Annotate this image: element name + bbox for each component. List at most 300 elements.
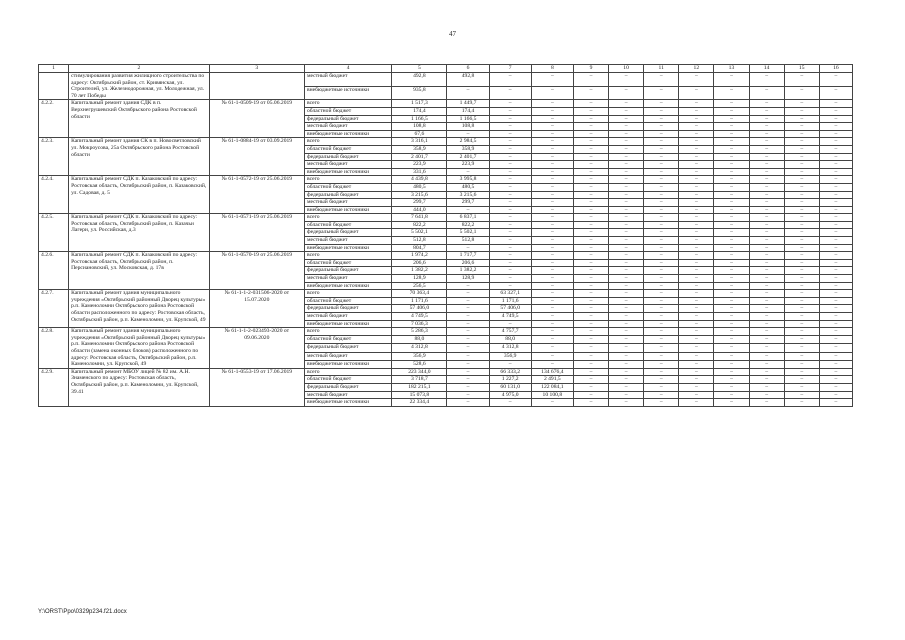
amount-cell: 822,2 [392,221,447,229]
column-number-cell: 12 [679,65,714,73]
table-row [39,100,853,108]
amount-cell: – [714,336,749,344]
amount-cell: – [819,199,852,207]
amount-cell: – [609,344,644,352]
amount-cell: 22 334,4 [392,399,447,407]
amount-cell: – [819,320,852,328]
amount-cell: – [609,328,644,336]
amount-cell: – [749,344,784,352]
amount-cell: – [531,168,573,176]
amount-cell: – [819,267,852,275]
amount-cell: – [714,237,749,245]
item-number-cell: 4.2.5. [39,214,69,252]
amount-cell: – [573,244,608,252]
amount-cell: 128,9 [392,275,447,283]
amount-cell: – [609,221,644,229]
amount-cell: – [714,360,749,368]
amount-cell: – [679,244,714,252]
amount-cell: – [749,252,784,260]
amount-cell: – [573,360,608,368]
amount-cell: – [749,297,784,305]
amount-cell: 57 406,0 [392,305,447,313]
amount-cell: – [679,229,714,237]
amount-cell: – [644,206,679,214]
item-number-cell: 4.2.9. [39,368,69,406]
object-name-cell: Капитальный ремонт МБОУ лицей № 82 им. А.Н. Знаменского по адресу: Ростовская область, Октябрьский район, р.п. Каменоломни, ул. Крупской, 39.41 [69,368,210,406]
column-number-cell: 10 [609,65,644,73]
amount-cell: – [679,86,714,100]
funding-source-cell: всего [304,252,391,260]
funding-source-cell: внебюджетные источники [304,206,391,214]
amount-cell: 1 517,3 [392,100,447,108]
amount-cell: – [784,237,819,245]
amount-cell: – [531,244,573,252]
table-row [39,328,853,336]
column-number-cell: 3 [209,65,304,73]
amount-cell: 1 166,5 [392,115,447,123]
amount-cell: – [679,206,714,214]
amount-cell: – [609,320,644,328]
amount-cell: – [609,161,644,169]
amount-cell: – [749,391,784,399]
amount-cell: – [573,161,608,169]
amount-cell: – [644,244,679,252]
amount-cell: 15 073,8 [392,391,447,399]
amount-cell: – [679,130,714,138]
amount-cell: 66 333,2 [489,368,531,376]
amount-cell: – [644,100,679,108]
amount-cell: – [749,73,784,87]
amount-cell: – [819,153,852,161]
amount-cell: – [531,275,573,283]
amount-cell: – [447,313,489,321]
amount-cell: – [819,344,852,352]
amount-cell: – [531,130,573,138]
funding-source-cell: местный бюджет [304,123,391,131]
amount-cell: – [447,336,489,344]
amount-cell: – [714,191,749,199]
amount-cell: – [644,313,679,321]
amount-cell: – [609,244,644,252]
amount-cell: – [714,107,749,115]
amount-cell: – [609,282,644,290]
amount-cell: – [609,313,644,321]
amount-cell: 3 215,6 [447,191,489,199]
amount-cell: – [609,297,644,305]
amount-cell: – [531,100,573,108]
amount-cell: – [609,275,644,283]
amount-cell: – [573,368,608,376]
amount-cell: – [644,328,679,336]
amount-cell: – [609,145,644,153]
amount-cell: – [609,399,644,407]
amount-cell: – [784,282,819,290]
amount-cell: 182 215,1 [392,383,447,391]
amount-cell: – [609,229,644,237]
amount-cell: – [531,282,573,290]
amount-cell: – [819,183,852,191]
amount-cell: – [489,275,531,283]
amount-cell: – [714,376,749,384]
amount-cell: – [531,229,573,237]
amount-cell: 299,7 [392,199,447,207]
amount-cell: 528,6 [392,360,447,368]
amount-cell: – [784,336,819,344]
amount-cell: – [679,145,714,153]
amount-cell: – [784,153,819,161]
funding-source-cell: местный бюджет [304,73,391,87]
amount-cell: – [573,313,608,321]
amount-cell: – [489,252,531,260]
amount-cell: – [714,176,749,184]
amount-cell: – [749,313,784,321]
amount-cell: – [447,168,489,176]
amount-cell: – [784,252,819,260]
amount-cell: – [447,344,489,352]
amount-cell: – [447,206,489,214]
amount-cell: – [679,352,714,360]
expertise-document-cell: № 61-1-0884-19 от 03.09.2019 [209,138,304,176]
amount-cell: – [679,221,714,229]
amount-cell: – [573,206,608,214]
amount-cell: – [531,259,573,267]
expertise-document-cell: № 61-1-0509-19 от 05.06.2019 [209,100,304,138]
amount-cell: – [573,383,608,391]
amount-cell: – [531,153,573,161]
amount-cell: – [679,336,714,344]
amount-cell: – [573,229,608,237]
amount-cell: – [749,130,784,138]
amount-cell: 3 995,8 [447,176,489,184]
amount-cell: – [679,344,714,352]
amount-cell: – [644,176,679,184]
amount-cell: – [679,399,714,407]
amount-cell: – [489,191,531,199]
amount-cell: – [573,305,608,313]
funding-source-cell: федеральный бюджет [304,153,391,161]
budget-table-container [38,64,853,407]
funding-source-cell: местный бюджет [304,199,391,207]
object-name-cell: Капитальный ремонт здания СК в п. Новосветловский ул. Мокроусова, 25а Октябрьского района Ростовской области [69,138,210,176]
amount-cell: – [784,191,819,199]
amount-cell: – [749,145,784,153]
amount-cell: – [679,138,714,146]
amount-cell: – [749,320,784,328]
amount-cell: 256,5 [392,282,447,290]
amount-cell: – [573,344,608,352]
amount-cell: – [679,267,714,275]
amount-cell: 2 984,5 [447,138,489,146]
amount-cell: – [531,107,573,115]
amount-cell: – [531,305,573,313]
item-number-cell: 4.2.2. [39,100,69,138]
amount-cell: – [573,199,608,207]
amount-cell: – [531,138,573,146]
amount-cell: – [573,252,608,260]
funding-source-cell: внебюджетные источники [304,282,391,290]
amount-cell: – [644,399,679,407]
amount-cell: – [489,282,531,290]
amount-cell: – [489,237,531,245]
amount-cell: – [573,115,608,123]
amount-cell: – [644,290,679,298]
funding-source-cell: внебюджетные источники [304,244,391,252]
amount-cell: – [679,360,714,368]
page-number: 47 [449,30,456,38]
column-number-cell: 15 [784,65,819,73]
funding-source-cell: всего [304,138,391,146]
amount-cell: – [749,399,784,407]
amount-cell: – [573,336,608,344]
amount-cell: – [447,376,489,384]
amount-cell: – [714,313,749,321]
amount-cell: – [609,290,644,298]
amount-cell: – [447,391,489,399]
amount-cell: – [531,320,573,328]
amount-cell: 174,4 [447,107,489,115]
amount-cell: – [749,237,784,245]
amount-cell: 4 749,5 [489,313,531,321]
amount-cell: – [447,86,489,100]
amount-cell: – [819,221,852,229]
amount-cell: 134 676,4 [531,368,573,376]
amount-cell: – [447,383,489,391]
funding-source-cell: внебюджетные источники [304,360,391,368]
amount-cell: – [819,237,852,245]
amount-cell: – [573,191,608,199]
amount-cell: – [489,130,531,138]
amount-cell: – [609,267,644,275]
table-row [39,252,853,260]
amount-cell: – [573,290,608,298]
amount-cell: – [644,267,679,275]
amount-cell: 4 312,8 [392,344,447,352]
amount-cell: – [819,399,852,407]
amount-cell: – [819,176,852,184]
amount-cell: – [531,344,573,352]
table-row [39,73,853,87]
amount-cell: – [644,259,679,267]
funding-source-cell: местный бюджет [304,275,391,283]
amount-cell: 122 084,1 [531,383,573,391]
amount-cell: – [784,86,819,100]
amount-cell: – [609,391,644,399]
amount-cell: 356,9 [392,352,447,360]
amount-cell: – [784,399,819,407]
amount-cell: – [447,130,489,138]
amount-cell: – [447,290,489,298]
funding-source-cell: местный бюджет [304,391,391,399]
funding-source-cell: областной бюджет [304,297,391,305]
amount-cell: – [609,138,644,146]
amount-cell: – [819,86,852,100]
amount-cell: – [489,320,531,328]
table-row [39,214,853,222]
item-number-cell: 4.2.7. [39,290,69,328]
amount-cell: – [749,176,784,184]
column-number-cell: 9 [573,65,608,73]
amount-cell: – [644,391,679,399]
amount-cell: 1 171,6 [489,297,531,305]
amount-cell: – [531,86,573,100]
amount-cell: – [749,214,784,222]
amount-cell: – [749,376,784,384]
column-number-cell: 13 [714,65,749,73]
amount-cell: – [644,138,679,146]
amount-cell: – [749,86,784,100]
amount-cell: 6 837,1 [447,214,489,222]
amount-cell: – [819,73,852,87]
amount-cell: – [489,229,531,237]
amount-cell: – [749,115,784,123]
amount-cell: – [749,290,784,298]
amount-cell: – [714,352,749,360]
funding-source-cell: местный бюджет [304,352,391,360]
funding-source-cell: федеральный бюджет [304,383,391,391]
funding-source-cell: федеральный бюджет [304,267,391,275]
funding-source-cell: областной бюджет [304,221,391,229]
amount-cell: – [489,259,531,267]
amount-cell: – [609,168,644,176]
amount-cell: – [714,391,749,399]
amount-cell: – [609,336,644,344]
amount-cell: – [819,376,852,384]
amount-cell: – [714,368,749,376]
amount-cell: – [531,336,573,344]
budget-table [38,64,853,407]
amount-cell: – [609,176,644,184]
amount-cell: – [609,214,644,222]
amount-cell: – [679,123,714,131]
amount-cell: – [784,368,819,376]
amount-cell: – [784,130,819,138]
amount-cell: – [679,115,714,123]
amount-cell: – [679,376,714,384]
amount-cell: – [644,368,679,376]
amount-cell: 512,8 [392,237,447,245]
amount-cell: – [819,360,852,368]
amount-cell: – [749,336,784,344]
amount-cell: – [784,297,819,305]
column-number-cell: 7 [489,65,531,73]
amount-cell: – [679,168,714,176]
amount-cell: – [819,107,852,115]
amount-cell: – [784,360,819,368]
amount-cell: – [489,176,531,184]
column-number-cell: 16 [819,65,852,73]
amount-cell: – [531,161,573,169]
column-number-cell: 6 [447,65,489,73]
amount-cell: – [784,107,819,115]
amount-cell: – [714,328,749,336]
amount-cell: – [749,191,784,199]
amount-cell: – [573,259,608,267]
amount-cell: – [749,368,784,376]
amount-cell: – [609,115,644,123]
amount-cell: – [609,191,644,199]
amount-cell: – [714,320,749,328]
amount-cell: – [531,73,573,87]
amount-cell: – [714,221,749,229]
funding-source-cell: местный бюджет [304,161,391,169]
amount-cell: – [679,161,714,169]
amount-cell: – [609,153,644,161]
amount-cell: – [644,199,679,207]
amount-cell: – [489,214,531,222]
column-number-cell: 14 [749,65,784,73]
amount-cell: – [644,145,679,153]
funding-source-cell: федеральный бюджет [304,229,391,237]
amount-cell: – [784,267,819,275]
amount-cell: – [644,86,679,100]
amount-cell: – [573,86,608,100]
amount-cell: 223 344,0 [392,368,447,376]
column-number-cell: 11 [644,65,679,73]
amount-cell: 10 100,8 [531,391,573,399]
amount-cell: – [714,275,749,283]
amount-cell: 7 641,8 [392,214,447,222]
amount-cell: – [749,305,784,313]
amount-cell: – [609,305,644,313]
amount-cell: – [447,399,489,407]
amount-cell: – [447,352,489,360]
funding-source-cell: федеральный бюджет [304,191,391,199]
amount-cell: – [784,244,819,252]
amount-cell: – [749,221,784,229]
amount-cell: 57 406,0 [489,305,531,313]
table-row [39,138,853,146]
item-number-cell: 4.2.3. [39,138,69,176]
amount-cell: – [644,282,679,290]
amount-cell: – [819,275,852,283]
amount-cell: – [819,290,852,298]
amount-cell: – [749,100,784,108]
amount-cell: – [679,199,714,207]
amount-cell: – [531,123,573,131]
amount-cell: – [531,352,573,360]
amount-cell: – [819,130,852,138]
amount-cell: 5 502,1 [447,229,489,237]
amount-cell: – [784,206,819,214]
amount-cell: – [489,206,531,214]
amount-cell: – [644,344,679,352]
amount-cell: – [644,107,679,115]
amount-cell: – [609,368,644,376]
amount-cell: – [714,168,749,176]
amount-cell: – [573,267,608,275]
amount-cell: – [749,267,784,275]
amount-cell: – [644,252,679,260]
amount-cell: – [447,320,489,328]
amount-cell: – [609,183,644,191]
amount-cell: – [749,168,784,176]
funding-source-cell: всего [304,214,391,222]
amount-cell: – [489,244,531,252]
amount-cell: – [714,399,749,407]
amount-cell: – [819,229,852,237]
amount-cell: – [609,100,644,108]
amount-cell: – [489,115,531,123]
amount-cell: – [819,100,852,108]
amount-cell: – [679,305,714,313]
amount-cell: – [609,259,644,267]
amount-cell: 63 327,1 [489,290,531,298]
amount-cell: – [784,313,819,321]
object-name-cell: Капитальный ремонт СДК п. Казаковский по адресу: Ростовская область, Октябрьский район, п. Персиановский, ул. Московская, д. 17в [69,252,210,290]
amount-cell: – [644,383,679,391]
amount-cell: – [489,138,531,146]
amount-cell: – [609,199,644,207]
